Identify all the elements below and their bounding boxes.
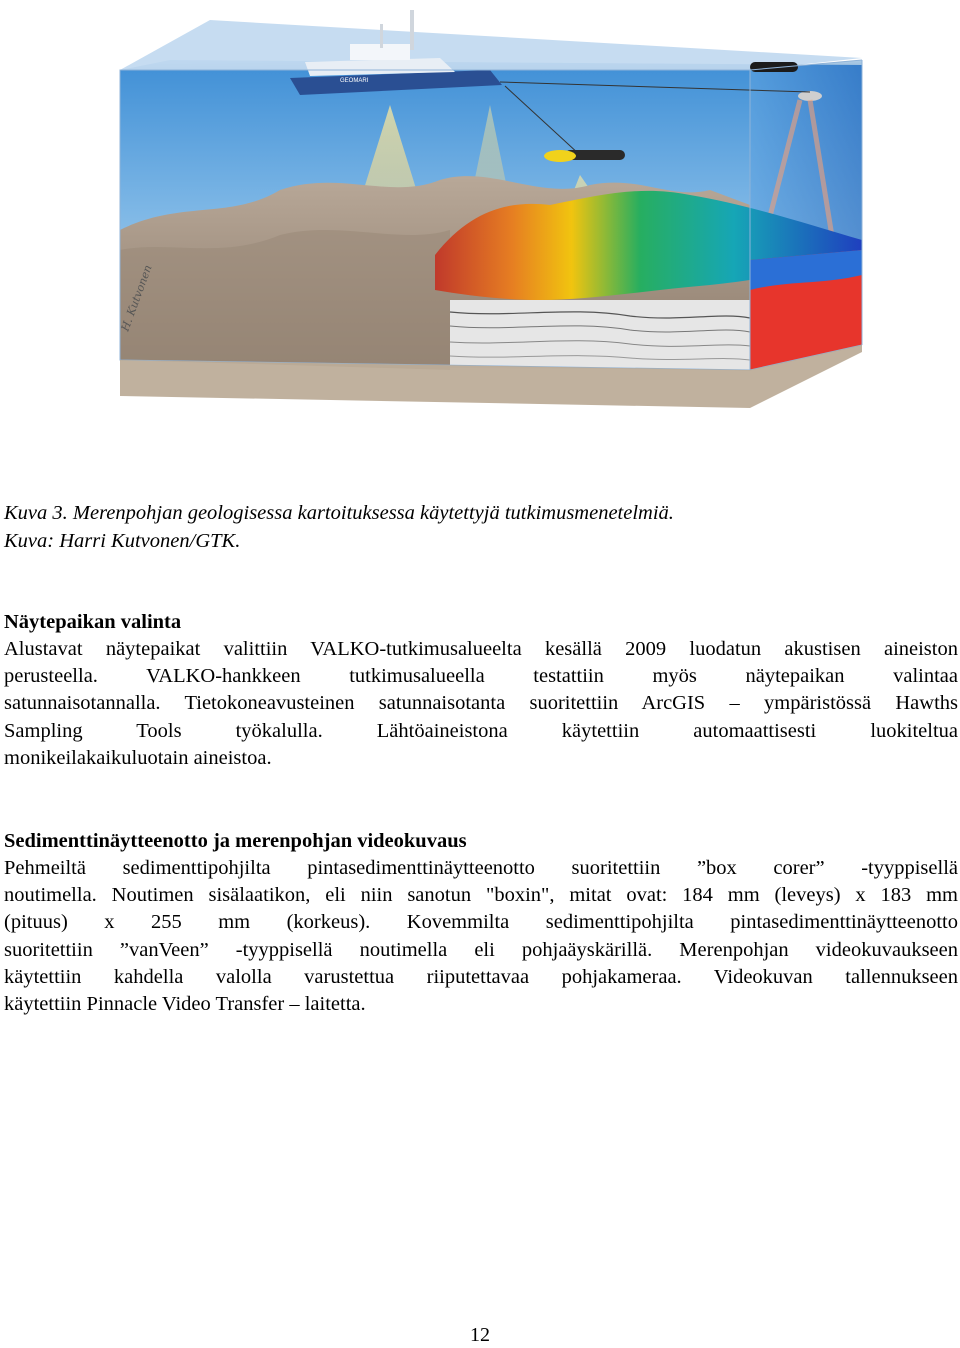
seafloor-survey-illustration	[110, 0, 870, 420]
paragraph-line: Alustavat näytepaikat valittiin VALKO-tutkimusalueelta kesällä 2009 luodatun akustisen aineiston	[4, 638, 958, 660]
paragraph-line: (pituus) x 255 mm (korkeus). Kovemmilta sedimenttipohjilta pintasedimenttinäytteenotto	[4, 911, 958, 934]
seismic-profile	[450, 300, 750, 370]
paragraph-line: käytettiin kahdella valolla varustettua riiputettavaa pohjakameraa. Videokuvan tallennukseen	[4, 965, 958, 988]
page-number: 12	[470, 1324, 490, 1346]
paragraph-line: suoritettiin ”vanVeen” -tyyppisellä noutimella eli pohjaäyskärillä. Merenpohjan videokuvaukseen	[4, 938, 958, 961]
paragraph-line: monikeilakaikuluotain aineistoa.	[4, 746, 272, 769]
paragraph-line: käytettiin Pinnacle Video Transfer – laitetta.	[4, 992, 366, 1015]
figure-caption	[4, 499, 954, 555]
caption-line-2: Kuva: Harri Kutvonen/GTK.	[4, 530, 241, 552]
paragraph-line: noutimella. Noutimen sisälaatikon, eli niin sanotun "boxin", mitat ovat: 184 mm (leveys) x 183 mm	[4, 884, 958, 907]
paragraph-line: perusteella. VALKO-hankkeen tutkimusalueella testattiin myös näytepaikan valintaa	[4, 665, 958, 688]
vessel-name: GEOMARI	[340, 78, 369, 84]
section-heading: Sedimenttinäytteenotto ja merenpohjan videokuvaus	[4, 830, 467, 852]
paragraph-line: Pehmeiltä sedimenttipohjilta pintasedimenttinäytteenotto suoritettiin ”box corer” -tyyppisellä	[4, 857, 958, 879]
caption-line-1: Kuva 3. Merenpohjan geologisessa kartoituksessa käytettyjä tutkimusmenetelmiä.	[4, 502, 674, 524]
section-sediment-sampling	[4, 828, 958, 1018]
section-heading: Näytepaikan valinta	[4, 611, 182, 633]
section-sample-site-selection	[4, 609, 958, 772]
paragraph-line: satunnaisotannalla. Tietokoneavusteinen satunnaisotanta suoritettiin ArcGIS – ympäristössä Hawths	[4, 692, 958, 715]
artist-signature: H. Kutvonen	[118, 263, 155, 334]
paragraph-line: Sampling Tools työkalulla. Lähtöaineistona käytettiin automaattisesti luokiteltua	[4, 719, 958, 742]
